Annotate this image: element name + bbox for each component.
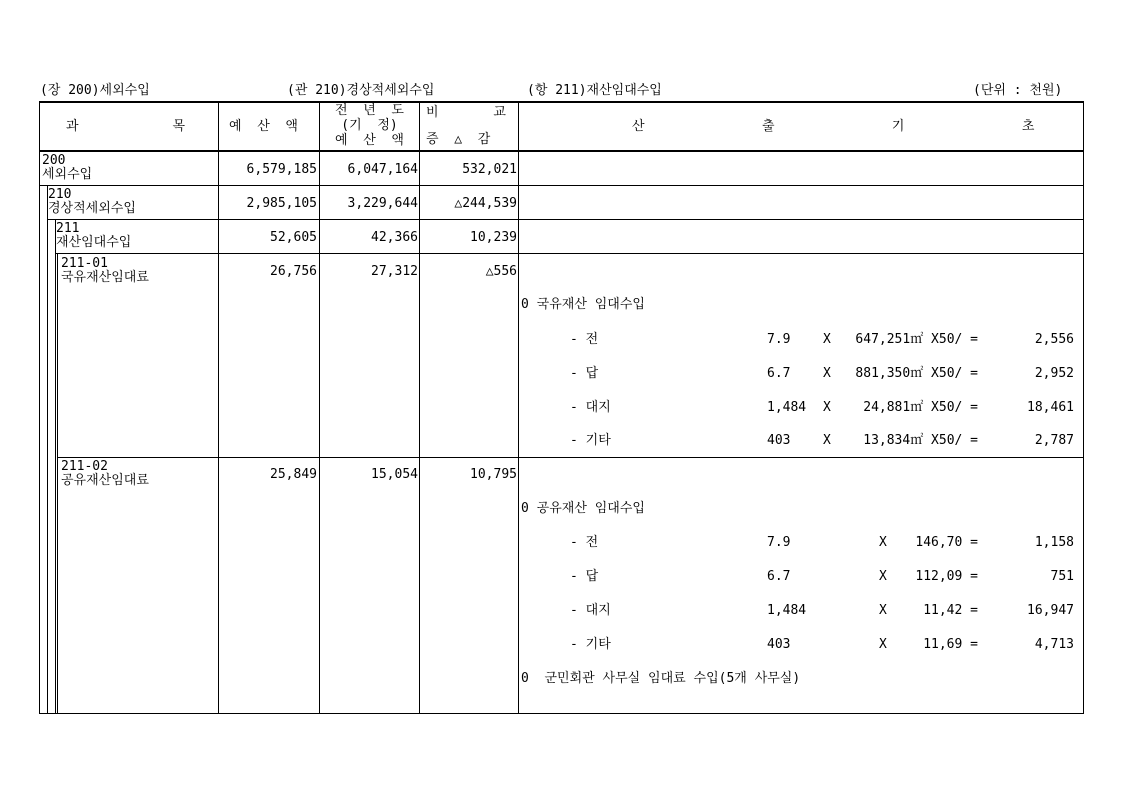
basis-item-rate: 7.9 xyxy=(767,535,791,550)
basis-item-x: X xyxy=(879,569,887,584)
col-header-diff-2: 증 △ 감 xyxy=(426,132,491,147)
basis-item-name: - 기타 xyxy=(570,637,611,652)
col-rule xyxy=(518,101,519,714)
col-rule xyxy=(319,101,320,714)
basis-item-x: X xyxy=(879,637,887,652)
row-diff: 10,795 xyxy=(470,467,517,482)
row-prev: 6,047,164 xyxy=(347,162,418,177)
basis-item-amount: 16,947 xyxy=(1027,603,1074,618)
row-code: 200 xyxy=(42,153,66,168)
row-diff: 10,239 xyxy=(470,230,517,245)
basis-item-amount: 2,556 xyxy=(1034,332,1074,347)
indent-rule xyxy=(57,253,58,714)
basis-note: 0 군민회관 사무실 임대료 수입(5개 사무실) xyxy=(521,671,801,686)
indent-rule xyxy=(55,219,56,714)
basis-item-name: - 전 xyxy=(570,535,599,550)
basis-item-rate: 6.7 xyxy=(767,366,791,381)
basis-item-name: - 전 xyxy=(570,332,599,347)
row-diff: 532,021 xyxy=(462,162,517,177)
basis-item-rate: 1,484 xyxy=(767,400,807,415)
row-budget: 6,579,185 xyxy=(246,162,317,177)
basis-item-rate: 403 xyxy=(767,433,791,448)
header-unit: (단위 : 천원) xyxy=(973,83,1063,98)
basis-item-rate: 403 xyxy=(767,637,791,652)
basis-item-amount: 1,158 xyxy=(1034,535,1074,550)
row-name: 경상적세외수입 xyxy=(48,201,136,216)
basis-item-area: 881,350㎡ X50/ = xyxy=(855,366,978,381)
basis-item-x: X xyxy=(879,535,887,550)
col-header-prev-2: (기 정) xyxy=(341,118,398,133)
col-header-budget: 예 산 액 xyxy=(229,119,298,134)
basis-item-area: 647,251㎡ X50/ = xyxy=(855,332,978,347)
row-diff: △244,539 xyxy=(454,196,517,211)
basis-title: 0 공유재산 임대수입 xyxy=(521,501,645,516)
col-rule xyxy=(419,101,420,714)
row-name: 재산임대수입 xyxy=(56,235,132,250)
basis-item-area: 11,69 = xyxy=(923,637,978,652)
table-top-rule xyxy=(39,101,1084,103)
row-name: 국유재산임대료 xyxy=(61,270,149,285)
basis-item-area: 24,881㎡ X50/ = xyxy=(863,400,978,415)
row-rule xyxy=(39,185,1084,186)
basis-item-amount: 751 xyxy=(1050,569,1074,584)
header-hang: (항 211)재산임대수입 xyxy=(527,83,662,98)
row-budget: 26,756 xyxy=(270,264,317,279)
row-rule xyxy=(55,253,1084,254)
basis-item-area: 146,70 = xyxy=(915,535,978,550)
basis-item-x: X xyxy=(879,603,887,618)
row-diff: △556 xyxy=(485,264,517,279)
basis-title: 0 국유재산 임대수입 xyxy=(521,297,645,312)
indent-rule xyxy=(47,185,48,714)
row-prev: 27,312 xyxy=(371,264,418,279)
basis-item-x: X xyxy=(823,433,831,448)
row-name: 공유재산임대료 xyxy=(61,473,149,488)
header-gwan: (관 210)경상적세외수입 xyxy=(287,83,435,98)
row-budget: 52,605 xyxy=(270,230,317,245)
header-bottom-rule xyxy=(39,150,1084,152)
basis-item-area: 13,834㎡ X50/ = xyxy=(863,433,978,448)
basis-item-x: X xyxy=(823,332,831,347)
row-code: 211-02 xyxy=(61,459,108,474)
basis-item-area: 11,42 = xyxy=(923,603,978,618)
basis-item-amount: 18,461 xyxy=(1027,400,1074,415)
row-name: 세외수입 xyxy=(42,167,93,182)
row-prev: 42,366 xyxy=(371,230,418,245)
basis-item-x: X xyxy=(823,366,831,381)
col-rule xyxy=(218,101,219,714)
col-header-prev-3: 예 산 액 xyxy=(335,133,404,148)
row-prev: 15,054 xyxy=(371,467,418,482)
basis-item-rate: 7.9 xyxy=(767,332,791,347)
basis-item-amount: 2,952 xyxy=(1034,366,1074,381)
row-code: 211 xyxy=(56,221,80,236)
basis-item-rate: 6.7 xyxy=(767,569,791,584)
basis-item-name: - 답 xyxy=(570,366,599,381)
basis-item-area: 112,09 = xyxy=(915,569,978,584)
basis-item-name: - 기타 xyxy=(570,433,611,448)
basis-item-name: - 대지 xyxy=(570,603,611,618)
row-budget: 25,849 xyxy=(270,467,317,482)
basis-item-amount: 2,787 xyxy=(1034,433,1074,448)
row-rule xyxy=(47,219,1084,220)
row-rule xyxy=(57,457,1084,458)
col-header-subject: 과 목 xyxy=(66,119,186,134)
basis-item-name: - 답 xyxy=(570,569,599,584)
col-header-prev-1: 전 년 도 xyxy=(335,103,404,118)
basis-item-name: - 대지 xyxy=(570,400,611,415)
col-header-basis: 산 출 기 초 xyxy=(632,119,1035,134)
basis-item-rate: 1,484 xyxy=(767,603,807,618)
row-code: 210 xyxy=(48,187,72,202)
basis-item-amount: 4,713 xyxy=(1034,637,1074,652)
basis-item-x: X xyxy=(823,400,831,415)
row-code: 211-01 xyxy=(61,256,108,271)
row-prev: 3,229,644 xyxy=(347,196,418,211)
row-budget: 2,985,105 xyxy=(246,196,317,211)
header-jang: (장 200)세외수입 xyxy=(40,83,150,98)
col-header-diff-1: 비 교 xyxy=(426,105,506,120)
